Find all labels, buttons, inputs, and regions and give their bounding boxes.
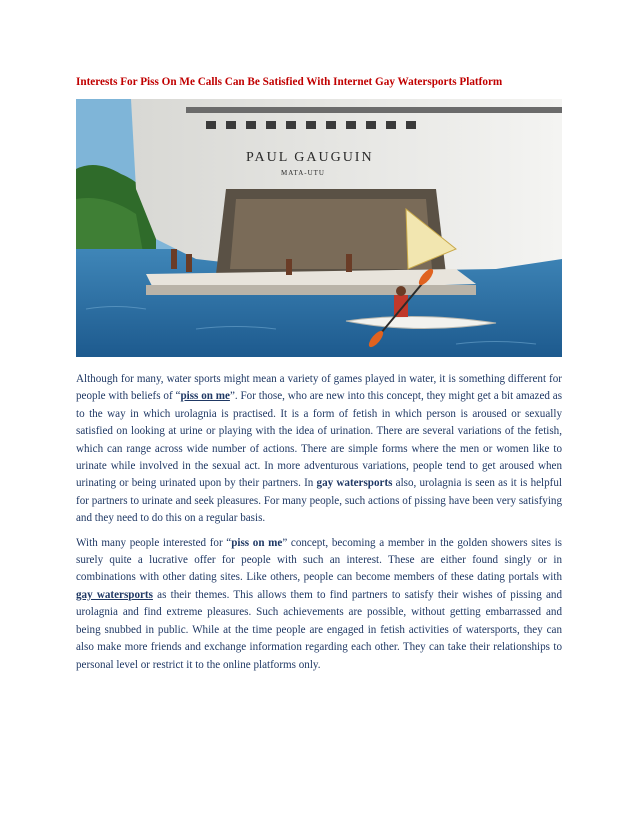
paragraph-1-text-c: also, urolagnia is seen as it is helpful for partners to urinate and seek pleasures. For many people, such actions of pissing have been very satisfying and they need to do this on a regular basis. bbox=[76, 477, 562, 525]
paragraph-2-text-c: as their themes. This allows them to find partners to satisfy their wishes of pissing and urolagnia and find extreme pleasures. Such achievements are possible, without getting embarrassed and being snubbed in public. While at the time people are engaged in fetish activities of watersports, they can also make more friends and exchange information regarding each other. They can take their relationships to personal level or restrict it to the online platforms only. bbox=[76, 588, 562, 671]
paragraph-2-text-a: With many people interested for “ bbox=[76, 536, 232, 549]
piss-on-me-link[interactable]: piss on me bbox=[180, 390, 230, 403]
cruise-ship-photo bbox=[76, 99, 562, 357]
ship-name-text: PAUL GAUGUIN bbox=[246, 150, 374, 165]
paragraph-1 bbox=[76, 371, 562, 528]
paragraph-2-text-b: ” concept, becoming a member in the golden showers sites is surely quite a lucrative offer for people with such an interest. These are either found singly or in combinations with other dating sites. Like others, people can become members of these dating portals with bbox=[76, 536, 562, 584]
document-title: Interests For Piss On Me Calls Can Be Satisfied With Internet Gay Watersports Platform bbox=[76, 76, 503, 88]
ship-port-text: MATA-UTU bbox=[281, 169, 325, 177]
gay-watersports-link[interactable]: gay watersports bbox=[76, 588, 153, 601]
piss-on-me-bold: piss on me bbox=[231, 536, 283, 549]
gay-watersports-bold: gay watersports bbox=[316, 477, 393, 490]
paragraph-2 bbox=[76, 535, 562, 674]
article-body bbox=[76, 371, 562, 681]
paragraph-1-text-b: ”. For those, who are new into this concept, they might get a bit amazed as to the way in which urolagnia is practised. It is a form of fetish in which person is aroused or sexually satisfied on looking at urine or playing with the idea of urination. There are several variations of the fetish, which can range across wide number of actions. There are simple forms where the men or women like to urinate while involved in the sexual act. In more adventurous variations, people tend to get aroused when urinating or being urinated upon by their partners. In bbox=[76, 390, 563, 490]
paragraph-1-text-a: Although for many, water sports might mean a variety of games played in water, it is something different for people with beliefs of “ bbox=[76, 373, 562, 403]
